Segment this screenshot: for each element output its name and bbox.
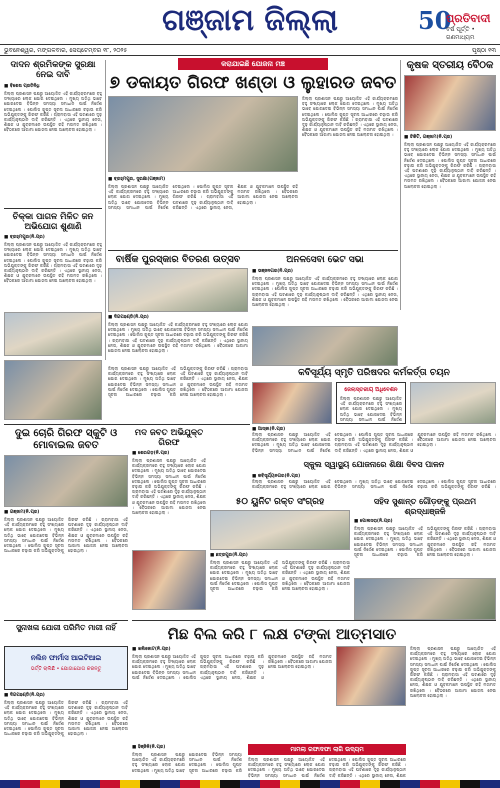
story-body: ଜିଲ୍ଲା ପ୍ରଶାସନ ପକ୍ଷରୁ ଆୟୋଜିତ ଏହି କାର୍ଯ୍ୟକ୍ରମରେ ବହୁ ସଂଖ୍ୟାରେ ଲୋକ ଯୋଗ ଦେଇଥିଲେ । ମୁଖ୍ୟ ଅତିଥି ଭାବେ ଯୋଗଦେଇ ବିଭିନ୍ନ ସମସ୍ୟା ସମାଧାନ ପାଇଁ ନିର୍ଦ୍ଦେଶ ଦେଇଥିଲେ । ପୋଲିସ ଗୁପ୍ତ ସୂଚନା ଆଧାରରେ ଚଢ଼ାଉ କରି ଅଭିଯୁକ୍ତଙ୍କୁ ଗିରଫ କରିଛି । ଗ୍ରାମବାସୀ ଏହି ଘଟଣାରେ ଦୃଢ଼ କାର୍ଯ୍ୟାନୁଷ୍ଠାନ ଦାବି କରିଛନ୍ତି । ଏଥିରେ ସ୍ଥାନୀୟ ନେତା, ଶିକ୍ଷକ ଓ ଯୁବକମାନେ ଉପସ୍ଥିତ ରହି ମତାମତ ରଖିଥିଲେ । ବୈଠକରେ ଆଗାମୀ ଯୋଜନା ନେଇ ଆଲୋଚନା ହୋଇଥିଲା । <box>4 517 128 554</box>
story-headline: ସହିଦ ସୁଶାନ୍ତ ଗୌଡ଼ଙ୍କୁ ପ୍ରଥମ ଶ୍ରଦ୍ଧାଞ୍ଜଳି <box>373 496 477 516</box>
story-headline: କୃଷକ ସ୍ତରୀୟ ବୈଠକ <box>406 60 494 71</box>
story-body: ଜିଲ୍ଲା ପ୍ରଶାସନ ପକ୍ଷରୁ ଆୟୋଜିତ ଏହି କାର୍ଯ୍ୟକ୍ରମରେ ବହୁ ସଂଖ୍ୟାରେ ଲୋକ ଯୋଗ ଦେଇଥିଲେ । ମୁଖ୍ୟ ଅତିଥି ଭାବେ ଯୋଗଦେଇ ବିଭିନ୍ନ ସମସ୍ୟା ସମାଧାନ ପାଇଁ ନିର୍ଦ୍ଦେଶ ଦେଇଥିଲେ । ପୋଲିସ ଗୁପ୍ତ ସୂଚନା ଆଧାରରେ ଚଢ଼ାଉ କରି ଅଭିଯୁକ୍ତଙ୍କୁ ଗିରଫ କରିଛି । ଗ୍ରାମବାସୀ ଏହି ଘଟଣାରେ ଦୃଢ଼ କାର୍ଯ୍ୟାନୁଷ୍ଠାନ ଦାବି କରିଛନ୍ତି । ଏଥିରେ ସ୍ଥାନୀୟ ନେତା, ଶିକ୍ଷକ ଓ ଯୁବକମାନେ ଉପସ୍ଥିତ ରହି ମତାମତ ରଖିଥିଲେ । ବୈଠକରେ ଆଗାମୀ ଯୋଜନା ନେଇ ଆଲୋଚନା ହୋଇଥିଲା । <box>354 526 496 558</box>
story-side-column <box>410 646 496 776</box>
story-byline: ■ ଦିଗପହଣ୍ଡି(ନି.ପ୍ର) <box>4 693 45 698</box>
story-photo <box>108 268 248 312</box>
story-body: ଜିଲ୍ଲା ପ୍ରଶାସନ ପକ୍ଷରୁ ଆୟୋଜିତ ଏହି କାର୍ଯ୍ୟକ୍ରମରେ ବହୁ ସଂଖ୍ୟାରେ ଲୋକ ଯୋଗ ଦେଇଥିଲେ । ମୁଖ୍ୟ ଅତିଥି ଭାବେ ଯୋଗଦେଇ ବିଭିନ୍ନ ସମସ୍ୟା ସମାଧାନ ପାଇଁ ନିର୍ଦ୍ଦେଶ ଦେଇଥିଲେ । ପୋଲିସ ଗୁପ୍ତ ସୂଚନା ଆଧାରରେ ଚଢ଼ାଉ କରି ଅଭିଯୁକ୍ତଙ୍କୁ ଗିରଫ କରିଛି । ଗ୍ରାମବାସୀ ଏହି ଘଟଣାରେ ଦୃଢ଼ କାର୍ଯ୍ୟାନୁଷ୍ଠାନ ଦାବି କରିଛନ୍ତି । ଏଥିରେ ସ୍ଥାନୀୟ ନେତା, ଶିକ୍ଷକ ଓ ଯୁବକମାନେ ଉପସ୍ଥିତ ରହି ମତାମତ ରଖିଥିଲେ । ବୈଠକରେ ଆଗାମୀ ଯୋଜନା ନେଇ ଆଲୋଚନା ହୋଇଥିଲା । <box>252 432 496 453</box>
date-text: ଭୁବନେଶ୍ୱର, ମଙ୍ଗଳବାର, ସେପ୍ଟେମ୍ବର ୧୮, ୨୦୨୫ <box>4 47 128 54</box>
divider <box>4 620 128 621</box>
story-fake-bill[interactable] <box>132 646 332 740</box>
box-title: ଜେଲାସ୍ତରୀୟ ଅଧିବେଶନ <box>344 387 398 393</box>
story-headline: ସ୍କୁଲ ସ୍ୱାସ୍ଥ୍ୟ ଯୋଜନାରେ ଶିକ୍ଷା ଦିବସ ପାଳନ <box>303 459 445 469</box>
story-photo <box>132 550 206 610</box>
story-farmers-meeting[interactable] <box>404 60 496 310</box>
story-byline: ■ ବ୍ରହ୍ମପୁର(ନି.ପ୍ର) <box>4 235 45 240</box>
story-headline: ଚିକ୍କା ପାଗଳ ମିଳିତ ଜନ ଅଭିଯୋଗ ଶୁଣାଣି <box>12 212 94 232</box>
dateline <box>0 44 500 56</box>
story-fire-service[interactable] <box>252 254 398 364</box>
divider <box>132 620 496 621</box>
story-liquor-seized[interactable] <box>132 428 206 618</box>
story-photo <box>252 382 332 424</box>
story-body: ଜିଲ୍ଲା ପ୍ରଶାସନ ପକ୍ଷରୁ ଆୟୋଜିତ ଏହି କାର୍ଯ୍ୟକ୍ରମରେ ବହୁ ସଂଖ୍ୟାରେ ଲୋକ ଯୋଗ ଦେଇଥିଲେ । ମୁଖ୍ୟ ଅତିଥି ଭାବେ ଯୋଗଦେଇ ବିଭିନ୍ନ ସମସ୍ୟା ସମାଧାନ ପାଇଁ ନିର୍ଦ୍ଦେଶ ଦେଇଥିଲେ । ପୋଲିସ ଗୁପ୍ତ ସୂଚନା ଆଧାରରେ ଚଢ଼ାଉ କରି ଅଭିଯୁକ୍ତଙ୍କୁ ଗିରଫ କରିଛି । ଗ୍ରାମବାସୀ ଏହି ଘଟଣାରେ ଦୃଢ଼ କାର୍ଯ୍ୟାନୁଷ୍ଠାନ ଦାବି କରିଛନ୍ତି । ଏଥିରେ ସ୍ଥାନୀୟ ନେତା, ଶିକ୍ଷକ ଓ ଯୁବକମାନେ ଉପସ୍ଥିତ ରହି ମତାମତ ରଖିଥିଲେ । ବୈଠକରେ ଆଗାମୀ ଯୋଜନା ନେଇ ଆଲୋଚନା ହୋଇଥିଲା । <box>252 276 398 308</box>
lead-headline: ୭ ଡକାୟତ ଗିରଫ ଖଣ୍ଡା ଓ ଲୁହାରଡ ଜବତ <box>109 73 397 93</box>
story-body: ଜିଲ୍ଲା ପ୍ରଶାସନ ପକ୍ଷରୁ ଆୟୋଜିତ ଏହି କାର୍ଯ୍ୟକ୍ରମରେ ବହୁ ସଂଖ୍ୟାରେ ଲୋକ ଯୋଗ ଦେଇଥିଲେ । ମୁଖ୍ୟ ଅତିଥି ଭାବେ ଯୋଗଦେଇ ବିଭିନ୍ନ ସମସ୍ୟା ସମାଧାନ ପାଇଁ ନିର୍ଦ୍ଦେଶ ଦେଇଥିଲେ । ପୋଲିସ ଗୁପ୍ତ ସୂଚନା ଆଧାରରେ ଚଢ଼ାଉ କରି ଅଭିଯୁକ୍ତଙ୍କୁ ଗିରଫ କରିଛି । ଗ୍ରାମବାସୀ ଏହି ଘଟଣାରେ ଦୃଢ଼ କାର୍ଯ୍ୟାନୁଷ୍ଠାନ ଦାବି କରିଛନ୍ତି । ଏଥିରେ ସ୍ଥାନୀୟ ନେତା, ଶିକ୍ଷକ ଓ ଯୁବକମାନେ ଉପସ୍ଥିତ ରହି ମତାମତ ରଖିଥିଲେ । ବୈଠକରେ ଆଗାମୀ ଯୋଜନା ନେଇ ଆଲୋଚନା ହୋଇଥିଲା । <box>4 700 128 737</box>
story-poet-council[interactable] <box>252 426 496 456</box>
section-band: କରାଯାଇଛି ଯୋଜନା ମଞ୍ଚ <box>178 58 328 70</box>
story-byline: ■ ଆସ୍କା(ନି.ପ୍ର) <box>252 427 286 432</box>
masthead <box>0 0 500 44</box>
story-body: ଜିଲ୍ଲା ପ୍ରଶାସନ ପକ୍ଷରୁ ଆୟୋଜିତ ଏହି କାର୍ଯ୍ୟକ୍ରମରେ ବହୁ ସଂଖ୍ୟାରେ ଲୋକ ଯୋଗ ଦେଇଥିଲେ । ମୁଖ୍ୟ ଅତିଥି ଭାବେ ଯୋଗଦେଇ ବିଭିନ୍ନ ସମସ୍ୟା ସମାଧାନ ପାଇଁ ନିର୍ଦ୍ଦେଶ ଦେଇଥିଲେ । ପୋଲିସ ଗୁପ୍ତ ସୂଚନା ଆଧାରରେ ଚଢ଼ାଉ କରି ଅଭିଯୁକ୍ତଙ୍କୁ ଗିରଫ କରିଛି । ଗ୍ରାମବାସୀ ଏହି ଘଟଣାରେ ଦୃଢ଼ କାର୍ଯ୍ୟାନୁଷ୍ଠାନ ଦାବି କରିଛନ୍ତି । ଏଥିରେ ସ୍ଥାନୀୟ ନେତା, ଶିକ୍ଷକ ଓ ଯୁବକମାନେ ଉପସ୍ଥିତ ରହି ମତାମତ ରଖିଥିଲେ । ବୈଠକରେ ଆଗାମୀ ଯୋଜନା ନେଇ ଆଲୋଚନା ହୋଇଥିଲା । <box>302 96 398 138</box>
divider <box>105 60 106 360</box>
story-headline: କବିସୂର୍ଯ୍ୟ ସ୍ମୃତି ପରିଷଦର କର୍ମକର୍ତ୍ତା ଚୟନ <box>298 368 450 378</box>
story-body: ଜିଲ୍ଲା ପ୍ରଶାସନ ପକ୍ଷରୁ ଆୟୋଜିତ ଏହି କାର୍ଯ୍ୟକ୍ରମରେ ବହୁ ସଂଖ୍ୟାରେ ଲୋକ ଯୋଗ ଦେଇଥିଲେ । ମୁଖ୍ୟ ଅତିଥି ଭାବେ ଯୋଗଦେଇ ବିଭିନ୍ନ ସମସ୍ୟା ସମାଧାନ ପାଇଁ ନିର୍ଦ୍ଦେଶ ଦେଇଥିଲେ । ପୋଲିସ ଗୁପ୍ତ ସୂଚନା ଆଧାରରେ ଚଢ଼ାଉ କରି ଅଭିଯୁକ୍ତଙ୍କୁ ଗିରଫ କରିଛି । ଗ୍ରାମବାସୀ ଏହି ଘଟଣାରେ ଦୃଢ଼ କାର୍ଯ୍ୟାନୁଷ୍ଠାନ ଦାବି କରିଛନ୍ତି । ଏଥିରେ ସ୍ଥାନୀୟ ନେତା, ଶିକ୍ଷକ ଓ ଯୁବକମାନେ ଉପସ୍ଥିତ ରହି ମତାମତ ରଖିଥିଲେ । ବୈଠକରେ ଆଗାମୀ ଯୋଜନା ନେଇ ଆଲୋଚନା ହୋଇଥିଲା । <box>132 458 206 516</box>
story-body: ଜିଲ୍ଲା ପ୍ରଶାସନ ପକ୍ଷରୁ ଆୟୋଜିତ ଏହି କାର୍ଯ୍ୟକ୍ରମରେ ବହୁ ସଂଖ୍ୟାରେ ଲୋକ ଯୋଗ ଦେଇଥିଲେ । ମୁଖ୍ୟ ଅତିଥି ଭାବେ ଯୋଗଦେଇ ବିଭିନ୍ନ ସମସ୍ୟା ସମାଧାନ ପାଇଁ ନିର୍ଦ୍ଦେଶ ଦେଇଥିଲେ । ପୋଲିସ ଗୁପ୍ତ ସୂଚନା ଆଧାରରେ ଚଢ଼ାଉ କରି ଅଭିଯୁକ୍ତଙ୍କୁ ଗିରଫ କରିଛି । ଗ୍ରାମବାସୀ ଏହି ଘଟଣାରେ ଦୃଢ଼ କାର୍ଯ୍ୟାନୁଷ୍ଠାନ ଦାବି କରିଛନ୍ତି । ଏଥିରେ ସ୍ଥାନୀୟ ନେତା, ଶିକ୍ଷକ ଓ ଯୁବକମାନେ ଉପସ୍ଥିତ ରହି ମତାମତ ରଖିଥିଲେ । ବୈଠକରେ ଆଗାମୀ ଯୋଜନା ନେଇ ଆଲୋଚନା ହୋଇଥିଲା । <box>410 646 496 698</box>
story-byline: ■ ପୋଲସରା(ନି.ପ୍ର) <box>354 519 393 524</box>
story-chikka[interactable] <box>4 212 102 308</box>
story-byline: ■ ଗଞ୍ଜାମ(ନି.ପ୍ର) <box>4 510 40 515</box>
lead-photo-arrested <box>108 96 298 172</box>
story-headline: ମଦ ଜବତ ଅଭିଯୁକ୍ତ ଗିରଫ <box>134 428 204 448</box>
story-byline: ■ ଚିକିଟି, ଗଞ୍ଜାମ(ନି.ପ୍ର) <box>404 135 453 140</box>
story-byline: ■ ଦିଗପହଣ୍ଡି(ନି.ପ୍ର) <box>108 315 149 320</box>
divider <box>4 424 250 425</box>
story-headline: ୫୦ ୟୁନିଟ ରକ୍ତ ସଂଗ୍ରହ <box>235 497 325 507</box>
section-band: ମାମଲା ରଫାଦଫା ଲାଗି ଉଦ୍ୟମ <box>248 744 406 755</box>
divider <box>400 60 401 310</box>
newspaper-logo[interactable] <box>418 6 496 41</box>
story-theft-arrest[interactable] <box>4 428 128 618</box>
logo-name: ପ୍ରତିବାଦୀ <box>446 12 491 25</box>
story-body: ଜିଲ୍ଲା ପ୍ରଶାସନ ପକ୍ଷରୁ ଆୟୋଜିତ ଏହି କାର୍ଯ୍ୟକ୍ରମରେ ବହୁ ସଂଖ୍ୟାରେ ଲୋକ ଯୋଗ ଦେଇଥିଲେ । ମୁଖ୍ୟ ଅତିଥି ଭାବେ ଯୋଗଦେଇ ବିଭିନ୍ନ ସମସ୍ୟା ସମାଧାନ ପାଇଁ ନିର୍ଦ୍ଦେଶ ଦେଇଥିଲେ । ପୋଲିସ ଗୁପ୍ତ ସୂଚନା ଆଧାରରେ ଚଢ଼ାଉ କରି ଅଭିଯୁକ୍ତଙ୍କୁ ଗିରଫ କରିଛି । ଗ୍ରାମବାସୀ ଏହି ଘଟଣାରେ ଦୃଢ଼ କାର୍ଯ୍ୟାନୁଷ୍ଠାନ ଦାବି କରିଛନ୍ତି । ଏଥିରେ ସ୍ଥାନୀୟ ନେତା, ଶିକ୍ଷକ ଓ ଯୁବକମାନେ ଉପସ୍ଥିତ ରହି ମତାମତ ରଖିଥିଲେ । ବୈଠକରେ ଆଗାମୀ ଯୋଜନା ନେଇ ଆଲୋଚନା ହୋଇଥିଲା । <box>4 91 102 133</box>
story-case-body <box>132 752 242 778</box>
story-body: ଜିଲ୍ଲା ପ୍ରଶାସନ ପକ୍ଷରୁ ଆୟୋଜିତ ଏହି କାର୍ଯ୍ୟକ୍ରମରେ ବହୁ ସଂଖ୍ୟାରେ ଲୋକ ଯୋଗ ଦେଇଥିଲେ । ମୁଖ୍ୟ ଅତିଥି ଭାବେ ଯୋଗଦେଇ ବିଭିନ୍ନ ସମସ୍ୟା ସମାଧାନ ପାଇଁ ନିର୍ଦ୍ଦେଶ ଦେଇଥିଲେ । ପୋଲିସ ଗୁପ୍ତ ସୂଚନା ଆଧାରରେ ଚଢ଼ାଉ କରି ଅଭିଯୁକ୍ତଙ୍କୁ ଗିରଫ କରିଛି । ଗ୍ରାମବାସୀ ଏହି ଘଟଣାରେ ଦୃଢ଼ କାର୍ଯ୍ୟାନୁଷ୍ଠାନ ଦାବି କରିଛନ୍ତି । ଏଥିରେ ସ୍ଥାନୀୟ ନେତା, ଶିକ୍ଷକ ଓ ଯୁବକମାନେ ଉପସ୍ଥିତ ରହି ମତାମତ ରଖିଥିଲେ । ବୈଠକରେ ଆଗାମୀ ଯୋଜନା ନେଇ ଆଲୋଚନା ହୋଇଥିଲା । <box>108 322 248 354</box>
story-case-settlement[interactable] <box>248 757 406 779</box>
story-body: ଜିଲ୍ଲା ପ୍ରଶାସନ ପକ୍ଷରୁ ଆୟୋଜିତ ଏହି କାର୍ଯ୍ୟକ୍ରମରେ ବହୁ ସଂଖ୍ୟାରେ ଲୋକ ଯୋଗ ଦେଇଥିଲେ । ମୁଖ୍ୟ ଅତିଥି ଭାବେ ଯୋଗଦେଇ ବିଭିନ୍ନ ସମସ୍ୟା ସମାଧାନ ପାଇଁ ନିର୍ଦ୍ଦେଶ ଦେଇଥିଲେ । ପୋଲିସ ଗୁପ୍ତ ସୂଚନା ଆଧାରରେ ଚଢ଼ାଉ କରି ଅଭିଯୁକ୍ତଙ୍କୁ ଗିରଫ କରିଛି । ଗ୍ରାମବାସୀ ଏହି ଘଟଣାରେ ଦୃଢ଼ କାର୍ଯ୍ୟାନୁଷ୍ଠାନ ଦାବି କରିଛନ୍ତି । ଏଥିରେ ସ୍ଥାନୀୟ ନେତା, ଶିକ୍ଷକ <box>248 757 406 778</box>
page-title: ଗଞ୍ଜାମ ଜିଲ୍ଲା <box>162 3 338 38</box>
ad-title: ନଲିନ ଫାର୍ମାସ ଆଇଟିଆଇ <box>30 653 102 662</box>
lead-story[interactable] <box>108 176 298 246</box>
story-photo <box>410 382 496 424</box>
story-byline: ■ ବିଶେଷ ପ୍ରତିନିଧି <box>4 84 40 89</box>
story-body: ଜିଲ୍ଲା ପ୍ରଶାସନ ପକ୍ଷରୁ ଆୟୋଜିତ ଏହି କାର୍ଯ୍ୟକ୍ରମରେ ବହୁ ସଂଖ୍ୟାରେ ଲୋକ ଯୋଗ ଦେଇଥିଲେ । ମୁଖ୍ୟ ଅତିଥି ଭାବେ ଯୋଗଦେଇ ବିଭିନ୍ନ ସମସ୍ୟା ସମାଧାନ ପାଇଁ ନିର୍ଦ୍ଦେଶ ଦେଇଥିଲେ । ପୋଲିସ ଗୁପ୍ତ ସୂଚନା ଆଧାରରେ ଚଢ଼ାଉ କରି ଅଭିଯୁକ୍ତଙ୍କୁ ଗିରଫ କରିଛି । ଗ୍ରାମବାସୀ ଏହି ଘଟଣାରେ ଦୃଢ଼ କାର୍ଯ୍ୟାନୁଷ୍ଠାନ ଦାବି କରିଛନ୍ତି । ଏଥିରେ ସ୍ଥାନୀୟ ନେତା, ଶିକ୍ଷକ ଓ ଯୁବକମାନେ ଉପସ୍ଥିତ ରହି ମତାମତ ରଖିଥିଲେ । ବୈଠକରେ ଆଗାମୀ ଯୋଜନା ନେଇ ଆଲୋଚନା ହୋଇଥିଲା । <box>4 242 102 284</box>
story-photo <box>252 326 398 366</box>
divider <box>4 208 102 209</box>
lead-story-side <box>302 96 398 246</box>
story-byline: ■ ଭଞ୍ଜନଗର(ନି.ପ୍ର) <box>252 269 293 274</box>
page-number: ପୃଷ୍ଠା ୧୩ <box>471 47 496 54</box>
story-headline: ସୁନାଖଳା ଯୋଗୀ ପରିମିତ ମାଗୀ ନାହିଁ <box>16 623 116 632</box>
story-headline: ଦାଦନ ଶ୍ରମିକଙ୍କ ସୁରକ୍ଷା ନେଇ ଦାବି <box>10 60 96 80</box>
story-body: ଜିଲ୍ଲା ପ୍ରଶାସନ ପକ୍ଷରୁ ଆୟୋଜିତ ଏହି କାର୍ଯ୍ୟକ୍ରମରେ ବହୁ ସଂଖ୍ୟାରେ ଲୋକ ଯୋଗ ଦେଇଥିଲେ । ମୁଖ୍ୟ ଅତିଥି ଭାବେ ଯୋଗଦେଇ ବିଭିନ୍ନ ସମସ୍ୟା ସମାଧାନ ପାଇଁ ନିର୍ଦ୍ଦେଶ ଦେଇଥିଲେ । ପୋଲିସ ଗୁପ୍ତ ସୂଚନା ଆଧାରରେ ଚଢ଼ାଉ କରି ଅଭିଯୁକ୍ତଙ୍କୁ ଗିରଫ କରିଛି । ଗ୍ରାମବାସୀ ଏହି ଘଟଣାରେ ଦୃଢ଼ କାର୍ଯ୍ୟାନୁଷ୍ଠାନ ଦାବି କରିଛନ୍ତି । ଏଥିରେ ସ୍ଥାନୀୟ ନେତା, ଶିକ୍ଷକ ଓ ଯୁବକମାନେ ଉପସ୍ଥିତ ରହି ମତାମତ ରଖିଥିଲେ । ବୈଠକରେ ଆଗାମୀ ଯୋଜନା ନେଇ ଆଲୋଚନା ହୋଇଥିଲା । <box>404 142 496 189</box>
story-dadan[interactable] <box>4 60 102 208</box>
story-photo <box>336 646 406 706</box>
divider <box>108 250 398 251</box>
story-photo <box>354 578 496 620</box>
story-extra <box>108 366 248 420</box>
story-byline: ■ ଶେରଗଡ଼(ନି.ପ୍ର) <box>132 451 170 456</box>
anniversary-50-logo: 50 <box>418 6 452 35</box>
story-headline: ଅନଳସେବା ଭେଟ ସଭା <box>286 255 364 265</box>
advertisement[interactable] <box>4 646 128 690</box>
story-headline: ମିଛ ବିଲ କରି ୮ ଲକ୍ଷ ଟଙ୍କା ଆତ୍ମସାତ <box>167 625 397 643</box>
ad-line: ଭର୍ତ୍ତି ଚାଲିଛି • ଯୋଗାଯୋଗ କରନ୍ତୁ <box>30 666 102 672</box>
story-award[interactable] <box>108 254 248 364</box>
spacer <box>210 428 250 444</box>
story-byline: ■ ବ୍ରହ୍ମପୁର, ସୁରକ୍ଷା(ଗଞ୍ଜାମ) <box>108 177 166 182</box>
story-body: ଜିଲ୍ଲା ପ୍ରଶାସନ ପକ୍ଷରୁ ଆୟୋଜିତ ଏହି କାର୍ଯ୍ୟକ୍ରମରେ ବହୁ ସଂଖ୍ୟାରେ ଲୋକ ଯୋଗ ଦେଇଥିଲେ । ମୁଖ୍ୟ ଅତିଥି ଭାବେ ଯୋଗଦେଇ ବିଭିନ୍ନ ସମସ୍ୟା ସମାଧାନ ପାଇଁ ନିର୍ଦ୍ଦେଶ ଦେଇଥିଲେ । ପୋଲିସ ଗୁପ୍ତ ସୂଚନା ଆଧାରରେ ଚଢ଼ାଉ କରି ଅଭିଯୁକ୍ତଙ୍କୁ ଗିରଫ କରିଛି । ଗ୍ରାମବାସୀ ଏହି ଘଟଣାରେ ଦୃଢ଼ କାର୍ଯ୍ୟାନୁଷ୍ଠାନ ଦାବି କରିଛନ୍ତି । ଏଥିରେ ସ୍ଥାନୀୟ ନେତା, ଶିକ୍ଷକ ଓ ଯୁବକମାନେ ଉପସ୍ଥିତ ରହି ମତାମତ ରଖିଥିଲେ । ବୈଠକରେ ଆଗାମୀ ଯୋଜନା ନେଇ ଆଲୋଚନା ହୋଇଥିଲା । <box>132 654 332 680</box>
story-blood-donation[interactable] <box>210 496 350 616</box>
story-sunakhala[interactable] <box>4 692 128 778</box>
story-photo <box>4 360 102 420</box>
story-photo <box>210 510 350 550</box>
story-byline: ■ ଖଲିକୋଟ(ନି.ପ୍ର) <box>132 647 171 652</box>
story-byline: ■ କବିସୂର୍ଯ୍ୟନଗର(ନି.ପ୍ର) <box>252 474 301 479</box>
story-martyr-tribute[interactable] <box>354 496 496 616</box>
story-photo <box>4 455 128 507</box>
story-body: ଜିଲ୍ଲା ପ୍ରଶାସନ ପକ୍ଷରୁ ଆୟୋଜିତ ଏହି କାର୍ଯ୍ୟକ୍ରମରେ ବହୁ ସଂଖ୍ୟାରେ ଲୋକ ଯୋଗ ଦେଇଥିଲେ । ମୁଖ୍ୟ ଅତିଥି ଭାବେ ଯୋଗଦେଇ ବିଭିନ୍ନ ସମସ୍ୟା ସମାଧାନ ପାଇଁ ନିର୍ଦ୍ଦେଶ ଦେଇଥିଲେ । ପୋଲିସ ଗୁପ୍ତ ସୂଚନା ଆଧାରରେ ଚଢ଼ାଉ କରି ଅଭିଯୁକ୍ତଙ୍କୁ ଗିରଫ କରିଛି । ଗ୍ରାମବାସୀ ଏହି ଘଟଣାରେ ଦୃଢ଼ କାର୍ଯ୍ୟାନୁଷ୍ଠାନ ଦାବି କରିଛନ୍ତି । ଏଥିରେ ସ୍ଥାନୀୟ ନେତା, ଶିକ୍ଷକ ଓ ଯୁବକମାନେ ଉପସ୍ଥିତ ରହି ମତାମତ ରଖିଥିଲେ । ବୈଠକରେ ଆଗାମୀ ଯୋଜନା ନେଇ ଆଲୋଚନା ହୋଇଥିଲା । <box>108 184 298 210</box>
story-body: ଜିଲ୍ଲା ପ୍ରଶାସନ ପକ୍ଷରୁ ଆୟୋଜିତ ଏହି କାର୍ଯ୍ୟକ୍ରମରେ ବହୁ ସଂଖ୍ୟାରେ ଲୋକ ଯୋଗ ଦେଇଥିଲେ । ମୁଖ୍ୟ ଅତିଥି ଭାବେ ଯୋଗଦେଇ ବିଭିନ୍ନ ସମସ୍ୟା ସମାଧାନ ପାଇଁ ନିର୍ଦ୍ଦେଶ ଦେଇଥିଲେ । ପୋଲିସ ଗୁପ୍ତ ସୂଚନା ଆଧାରରେ ଚଢ଼ାଉ କରି ଅଭିଯୁକ୍ତଙ୍କୁ ଗିରଫ କରିଛି । <box>252 479 496 490</box>
story-byline: ■ ଛତ୍ରପୁର(ନି.ପ୍ର) <box>210 553 248 558</box>
highlight-box <box>336 382 406 424</box>
story-body: ଜିଲ୍ଲା ପ୍ରଶାସନ ପକ୍ଷରୁ ଆୟୋଜିତ ଏହି କାର୍ଯ୍ୟକ୍ରମରେ ବହୁ ସଂଖ୍ୟାରେ ଲୋକ ଯୋଗ ଦେଇଥିଲେ । ମୁଖ୍ୟ ଅତିଥି ଭାବେ ଯୋଗଦେଇ ବିଭିନ୍ନ ସମସ୍ୟା ସମାଧାନ ପାଇଁ ନିର୍ଦ୍ଦେଶ ଦେଇଥିଲେ । ପୋଲିସ ଗୁପ୍ତ ସୂଚନା ଆଧାରରେ ଚଢ଼ାଉ କରି ଅଭିଯୁକ୍ତଙ୍କୁ ଗିରଫ କରିଛି । ଗ୍ରାମବାସୀ ଏହି ଘଟଣାରେ ଦୃଢ଼ କାର୍ଯ୍ୟାନୁଷ୍ଠାନ ଦାବି କରିଛନ୍ତି । ଏଥିରେ ସ୍ଥାନୀୟ ନେତା, ଶିକ୍ଷକ ଓ ଯୁବକମାନେ ଉପସ୍ଥିତ ରହି ମତାମତ ରଖିଥିଲେ । ବୈଠକରେ ଆଗାମୀ ଯୋଜନା ନେଇ ଆଲୋଚନା ହୋଇଥିଲା । <box>210 560 350 592</box>
color-registration-strip <box>0 780 500 788</box>
story-school-health[interactable] <box>252 473 496 493</box>
story-photo <box>404 75 496 131</box>
box-body: ଜିଲ୍ଲା ପ୍ରଶାସନ ପକ୍ଷରୁ ଆୟୋଜିତ ଏହି କାର୍ଯ୍ୟକ୍ରମରେ ବହୁ ସଂଖ୍ୟାରେ ଲୋକ ଯୋଗ ଦେଇଥିଲେ । ମୁଖ୍ୟ ଅତିଥି ଭାବେ ଯୋଗଦେଇ ବିଭିନ୍ନ ସମସ୍ୟା ସମାଧାନ ପାଇଁ ନିର୍ଦ୍ଦେଶ <box>340 396 402 422</box>
story-body: ଜିଲ୍ଲା ପ୍ରଶାସନ ପକ୍ଷରୁ ଆୟୋଜିତ ଏହି କାର୍ଯ୍ୟକ୍ରମରେ ବହୁ ସଂଖ୍ୟାରେ ଲୋକ ଯୋଗ ଦେଇଥିଲେ । ମୁଖ୍ୟ ଅତିଥି ଭାବେ ଯୋଗଦେଇ ବିଭିନ୍ନ ସମସ୍ୟା ସମାଧାନ ପାଇଁ ନିର୍ଦ୍ଦେଶ ଦେଇଥିଲେ । ପୋଲିସ ଗୁପ୍ତ ସୂଚନା ଆଧାରରେ ଚଢ଼ାଉ କରି <box>132 752 242 773</box>
story-body: ଜିଲ୍ଲା ପ୍ରଶାସନ ପକ୍ଷରୁ ଆୟୋଜିତ ଏହି କାର୍ଯ୍ୟକ୍ରମରେ ବହୁ ସଂଖ୍ୟାରେ ଲୋକ ଯୋଗ ଦେଇଥିଲେ । ମୁଖ୍ୟ ଅତିଥି ଭାବେ ଯୋଗଦେଇ ବିଭିନ୍ନ ସମସ୍ୟା ସମାଧାନ ପାଇଁ ନିର୍ଦ୍ଦେଶ ଦେଇଥିଲେ । ପୋଲିସ ଗୁପ୍ତ ସୂଚନା ଆଧାରରେ ଚଢ଼ାଉ କରି ଅଭିଯୁକ୍ତଙ୍କୁ ଗିରଫ କରିଛି । ଗ୍ରାମବାସୀ ଏହି ଘଟଣାରେ ଦୃଢ଼ କାର୍ଯ୍ୟାନୁଷ୍ଠାନ ଦାବି କରିଛନ୍ତି । ଏଥିରେ ସ୍ଥାନୀୟ ନେତା, ଶିକ୍ଷକ ଓ ଯୁବକମାନେ ଉପସ୍ଥିତ ରହି ମତାମତ ରଖିଥିଲେ । ବୈଠକରେ ଆଗାମୀ ଯୋଜନା ନେଇ ଆଲୋଚନା ହୋଇଥିଲା । <box>108 366 248 398</box>
logo-tagline: ବର୍ଷ ପୂର୍ତ୍ତି • ଗଣମାଧ୍ୟମ <box>446 26 475 41</box>
story-headline: ଦୁଇ ଚୋରି ଗିରଫ ସ୍କୁଟି ଓ ମୋବାଇଲ ଜବତ <box>14 428 118 451</box>
story-headline: ବାର୍ଷିକ ପୁରସ୍କାର ବିତରଣ ଉତ୍ସବ <box>115 254 241 265</box>
story-byline: ■ ହିଞ୍ଜିଳି(ନି.ପ୍ର) <box>132 745 166 750</box>
story-photo <box>4 312 102 356</box>
